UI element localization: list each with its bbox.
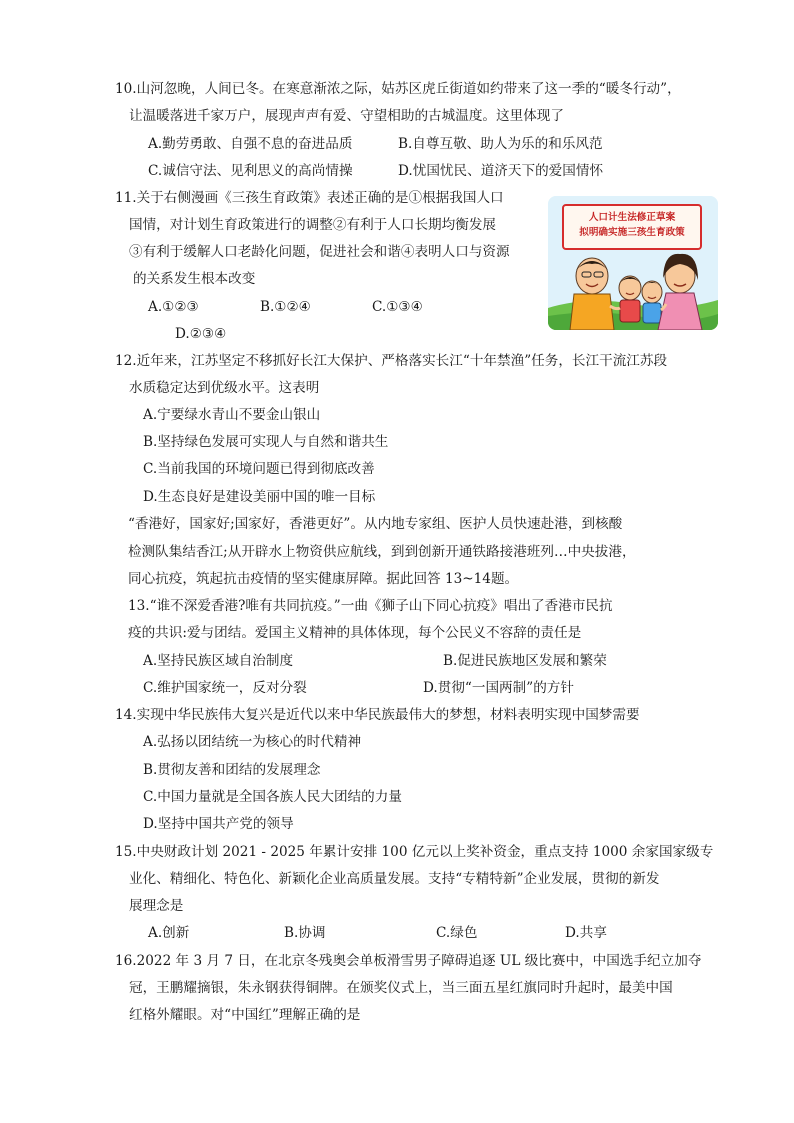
q13-stem-line1: 13.“谁不深爱香港?唯有共同抗疫。”一曲《狮子山下同心抗疫》唱出了香港市民抗	[128, 598, 613, 614]
comic-sign-line1: 人口计生法修正草案	[588, 212, 676, 223]
q13-option-c: C.维护国家统一，反对分裂	[143, 680, 307, 696]
q11-option-d: D.②③④	[175, 326, 227, 342]
q15-stem-line2: 业化、精细化、特色化、新颖化企业高质量发展。支持“专精特新”企业发展，贯彻的新发	[129, 871, 660, 887]
q10-stem-line2: 让温暖落进千家万户，展现声声有爱、守望相助的古城温度。这里体现了	[129, 108, 564, 124]
q12-option-c: C.当前我国的环境问题已得到彻底改善	[143, 461, 375, 477]
q15-option-a: A.创新	[148, 925, 190, 941]
three-child-policy-comic	[548, 196, 718, 330]
q11-stem-line3: ③有利于缓解人口老龄化问题，促进社会和谐④表明人口与资源	[129, 244, 510, 260]
q12-stem-line2: 水质稳定达到优级水平。这表明	[129, 380, 320, 396]
q13-option-a: A.坚持民族区域自治制度	[143, 653, 294, 669]
q15-option-d: D.共享	[565, 925, 607, 941]
q15-option-b: B.协调	[284, 925, 326, 941]
q12-option-a: A.宁要绿水青山不要金山银山	[143, 407, 321, 423]
q15-option-c: C.绿色	[436, 925, 478, 941]
q11-option-a: A.①②③	[148, 299, 199, 315]
q13-option-d: D.贯彻“一国两制”的方针	[423, 680, 574, 696]
q10-option-c: C.诚信守法、见利思义的高尚情操	[148, 163, 353, 179]
q16-stem-line3: 红格外耀眼。对“中国红”理解正确的是	[129, 1007, 361, 1023]
q10-stem-line1: 10.山河忽晚，人间已冬。在寒意渐浓之际，姑苏区虎丘街道如约带来了这一季的“暖冬行动”，	[115, 81, 681, 97]
q12-stem-line1: 12.近年来，江苏坚定不移抓好长江大保护、严格落实长江“十年禁渔”任务，长江干流江苏段	[115, 353, 668, 369]
material-line2: 检测队集结香江;从开辟水上物资供应航线，到到创新开通铁路接港班列…中央拔港，	[128, 544, 636, 560]
q15-stem-line1: 15.中央财政计划 2021 - 2025 年累计安排 100 亿元以上奖补资金，重点支持 1000 余家国家级专	[115, 844, 714, 860]
material-line3: 同心抗疫，筑起抗击疫情的坚实健康屏障。据此回答 13~14题。	[128, 571, 519, 587]
q11-stem-line4: 的关系发生根本改变	[133, 271, 256, 287]
q13-option-b: B.促进民族地区发展和繁荣	[443, 653, 607, 669]
q12-option-b: B.坚持绿色发展可实现人与自然和谐共生	[143, 434, 389, 450]
comic-sign	[562, 204, 702, 250]
q10-option-a: A.勤劳勇敢、自强不息的奋进品质	[148, 136, 353, 152]
material-line1: “香港好，国家好;国家好，香港更好”。从内地专家组、医护人员快速赴港，到核酸	[128, 516, 623, 532]
q14-stem-line1: 14.实现中华民族伟大复兴是近代以来中华民族最伟大的梦想，材料表明实现中国梦需要	[115, 707, 640, 723]
q14-option-b: B.贯彻友善和团结的发展理念	[143, 762, 321, 778]
q16-stem-line2: 冠，王鹏耀摘银，朱永钢获得铜牌。在颁奖仪式上，当三面五星红旗同时升起时，最美中国	[129, 980, 673, 996]
comic-sign-line2: 拟明确实施三孩生育政策	[579, 227, 685, 238]
q10-option-d: D.忧国忧民、道济天下的爱国情怀	[398, 163, 604, 179]
q14-option-c: C.中国力量就是全国各族人民大团结的力量	[143, 789, 402, 805]
q11-stem-line2: 国情，对计划生育政策进行的调整②有利于人口长期均衡发展	[129, 217, 497, 233]
q14-option-a: A.弘扬以团结统一为核心的时代精神	[143, 734, 362, 750]
q15-stem-line3: 展理念是	[129, 898, 184, 914]
q14-option-d: D.坚持中国共产党的领导	[143, 816, 294, 832]
q11-option-b: B.①②④	[260, 299, 311, 315]
q11-option-c: C.①③④	[372, 299, 423, 315]
q13-stem-line2: 疫的共识:爱与团结。爱国主义精神的具体体现，每个公民义不容辞的责任是	[128, 625, 582, 641]
q16-stem-line1: 16.2022 年 3 月 7 日，在北京冬残奥会单板滑雪男子障碍追逐 UL 级比赛中，中国选手纪立加夺	[115, 953, 702, 969]
q10-option-b: B.自尊互敬、助人为乐的和乐风范	[398, 136, 603, 152]
q11-stem-line1: 11.关于右侧漫画《三孩生育政策》表述正确的是①根据我国人口	[115, 190, 504, 206]
q12-option-d: D.生态良好是建设美丽中国的唯一目标	[143, 489, 376, 505]
